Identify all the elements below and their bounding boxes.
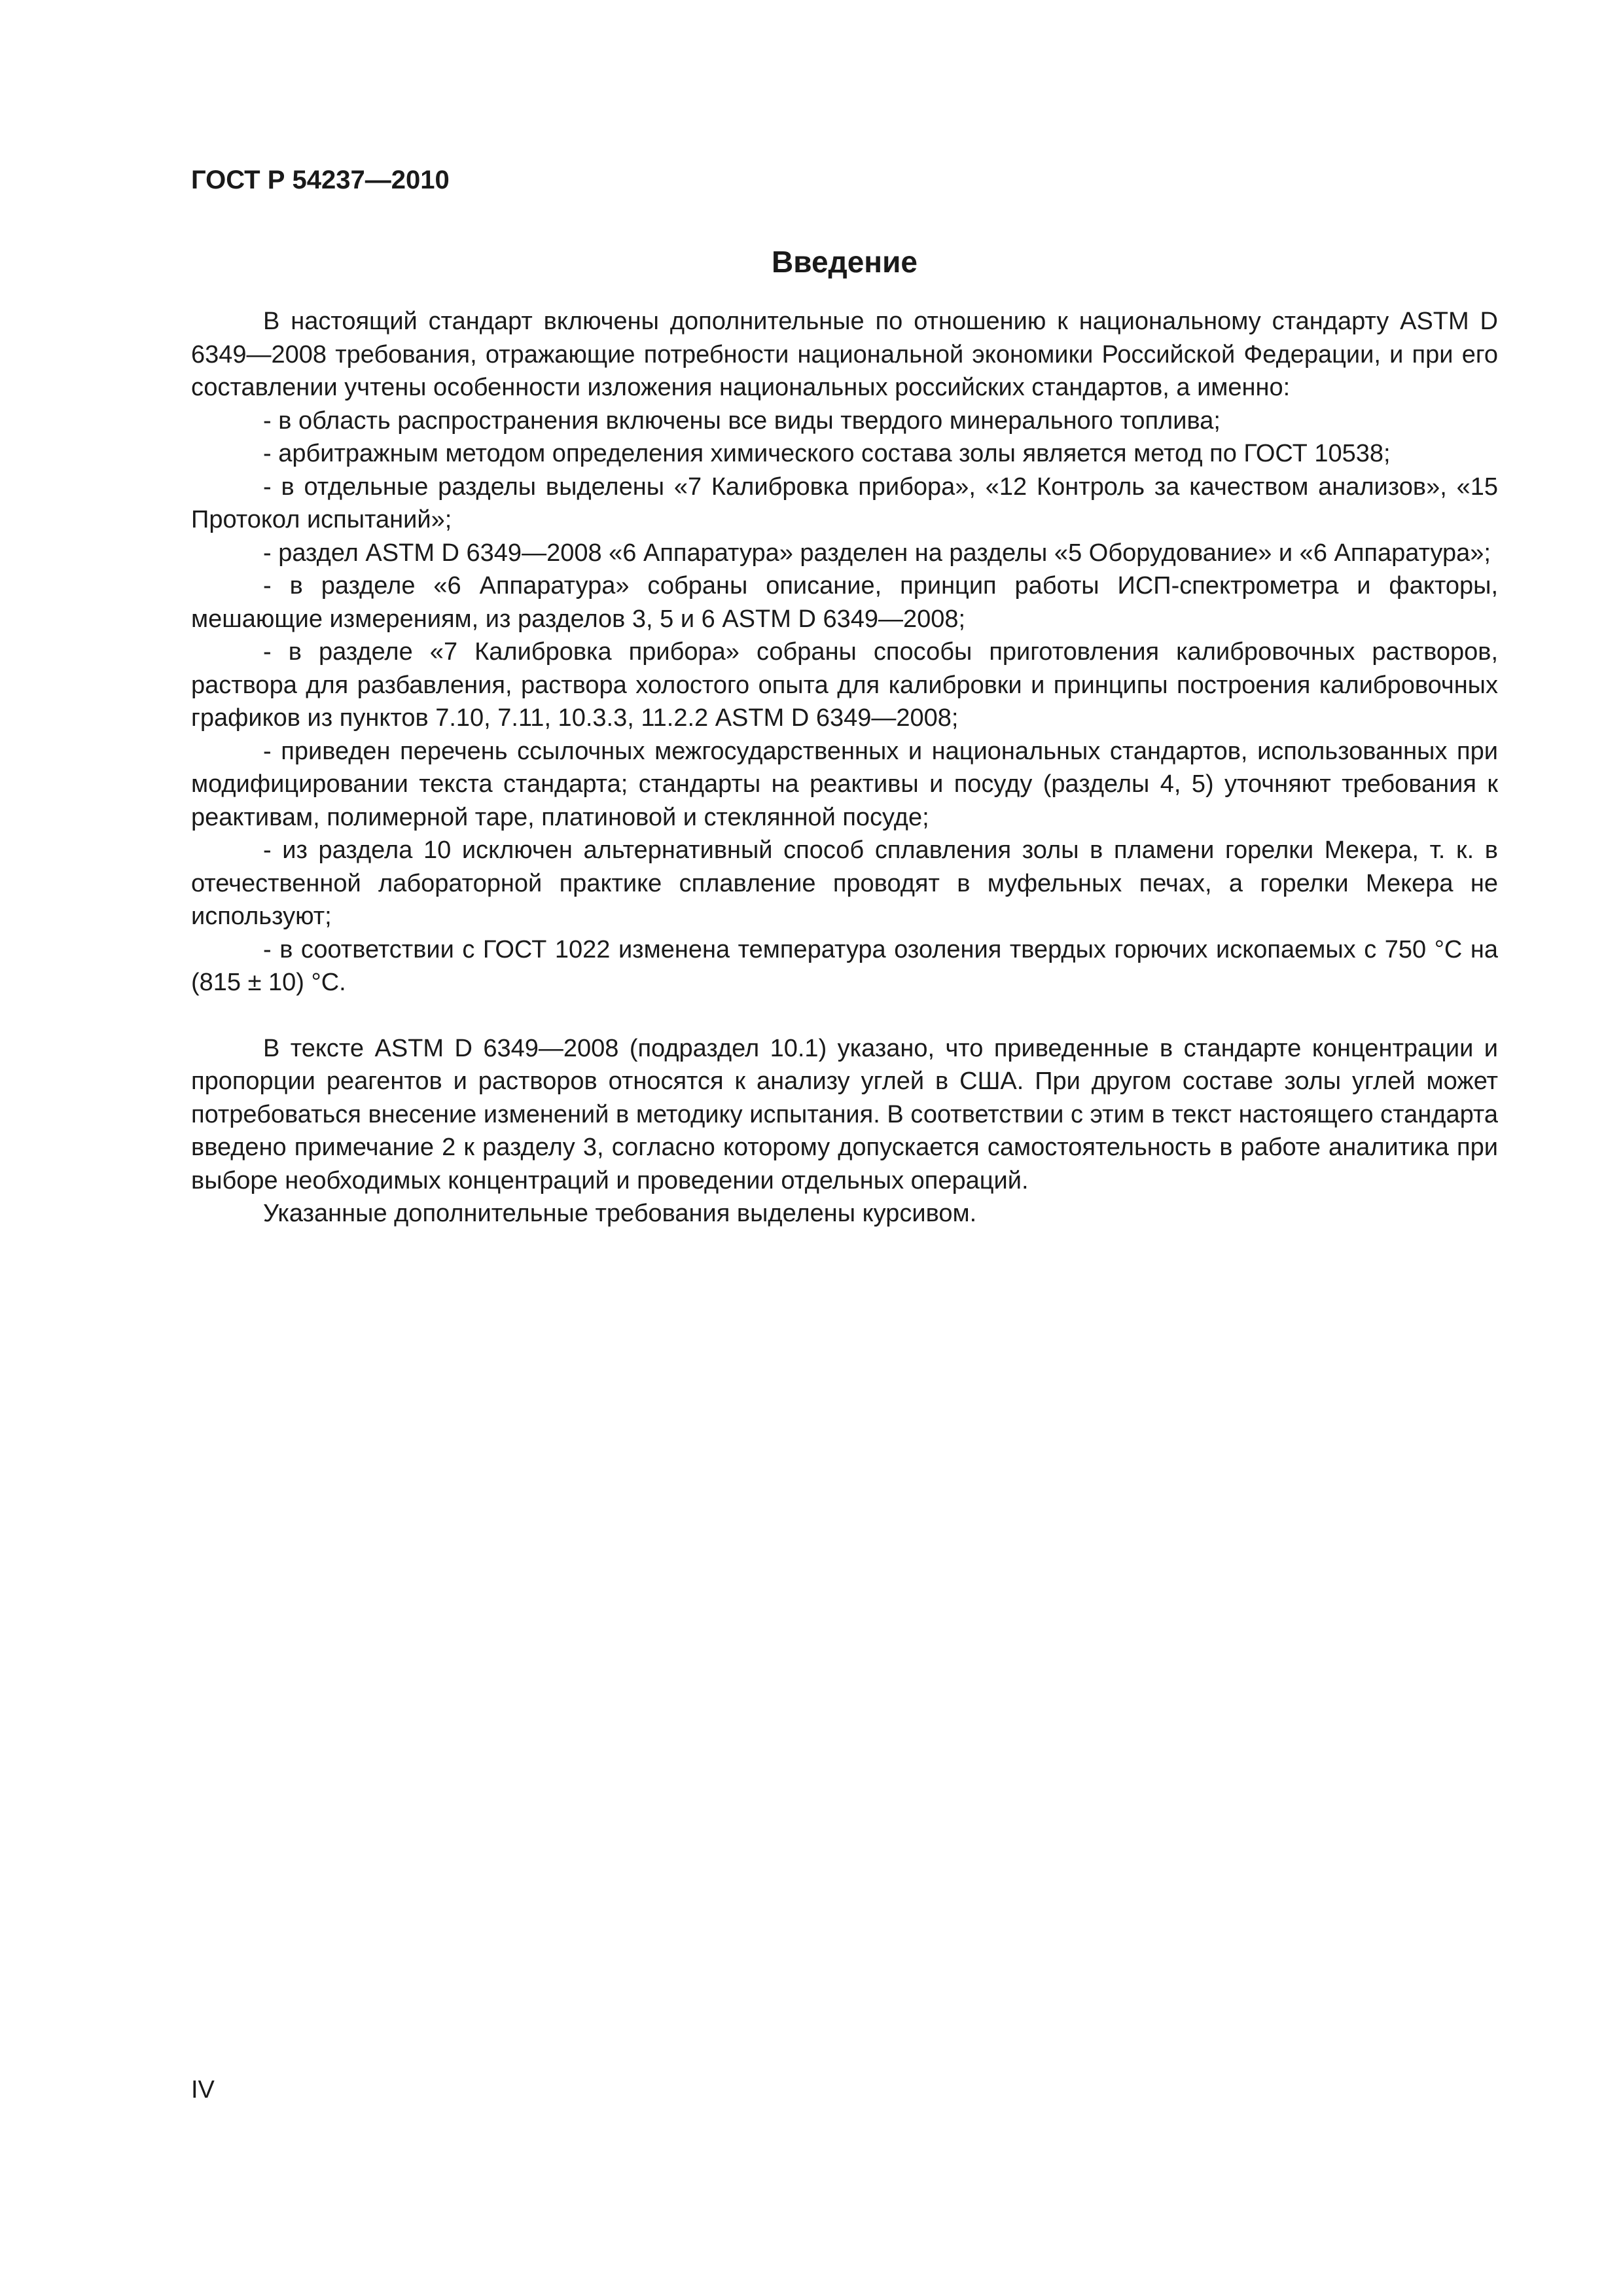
requirements-list xyxy=(191,404,1498,999)
note-paragraph: В тексте ASTM D 6349—2008 (подраздел 10.1) указано, что приведенные в стандарте концентрации и пропорции реагентов и растворов относятся к анализу углей в США. При другом составе золы углей может потребоваться внесение изменений в методику испытания. В соответствии с этим в текст настоящего стандарта введено примечание 2 к разделу 3, согласно которому допускается самостоятельность в работе аналитика при выборе необходимых концентраций и проведении отдельных операций. xyxy=(191,1034,1498,1194)
list-item: - в отдельные разделы выделены «7 Калибровка прибора», «12 Контроль за качеством анализов», «15 Протокол испытаний»; xyxy=(191,473,1498,533)
list-item: - в разделе «7 Калибровка прибора» собраны способы приготовления калибровочных растворов, раствора для разбавления, раствора холостого опыта для калибровки и принципы построения калибровочных графиков из пунктов 7.10, 7.11, 10.3.3, 11.2.2 ASTM D 6349—2008; xyxy=(191,638,1498,732)
list-item: - в соответствии с ГОСТ 1022 изменена температура озоления твердых горючих ископаемых с 750 °С на (815 ± 10) °С. xyxy=(191,935,1498,996)
list-item: - в область распространения включены все виды твердого минерального топлива; xyxy=(263,406,1221,435)
intro-paragraph: В настоящий стандарт включены дополнительные по отношению к национальному стандарту ASTM D 6349—2008 требования, отражающие потребности национальной экономики Российской Федерации, и при его составлении учтены особенности изложения национальных российских стандартов, а именно: xyxy=(191,308,1498,401)
list-item: - арбитражным методом определения химического состава золы является метод по ГОСТ 10538; xyxy=(263,440,1391,467)
list-item: - из раздела 10 исключен альтернативный способ сплавления золы в пламени горелки Мекера, т. к. в отечественной лабораторной практике сплавление проводят в муфельных печах, а горелки Мекера не используют; xyxy=(191,836,1498,930)
section-body xyxy=(191,305,1498,1230)
list-item: - в разделе «6 Аппаратура» собраны описание, принцип работы ИСП-спектрометра и факторы, мешающие измерениям, из разделов 3, 5 и 6 ASTM D 6349—2008; xyxy=(191,572,1498,633)
list-item: - приведен перечень ссылочных межгосударственных и национальных стандартов, использованных при модифицировании текста стандарта; стандарты на реактивы и посуду (разделы 4, 5) уточняют требования к реактивам, полимерной таре, платиновой и стеклянной посуде; xyxy=(191,737,1498,831)
closing-paragraph: Указанные дополнительные требования выделены курсивом. xyxy=(263,1200,977,1227)
page-number: IV xyxy=(191,2076,215,2104)
list-item: - раздел ASTM D 6349—2008 «6 Аппаратура» разделен на разделы «5 Оборудование» и «6 Аппаратура»; xyxy=(263,539,1491,567)
document-code-header: ГОСТ Р 54237—2010 xyxy=(191,166,450,194)
section-title: Введение xyxy=(772,245,918,279)
